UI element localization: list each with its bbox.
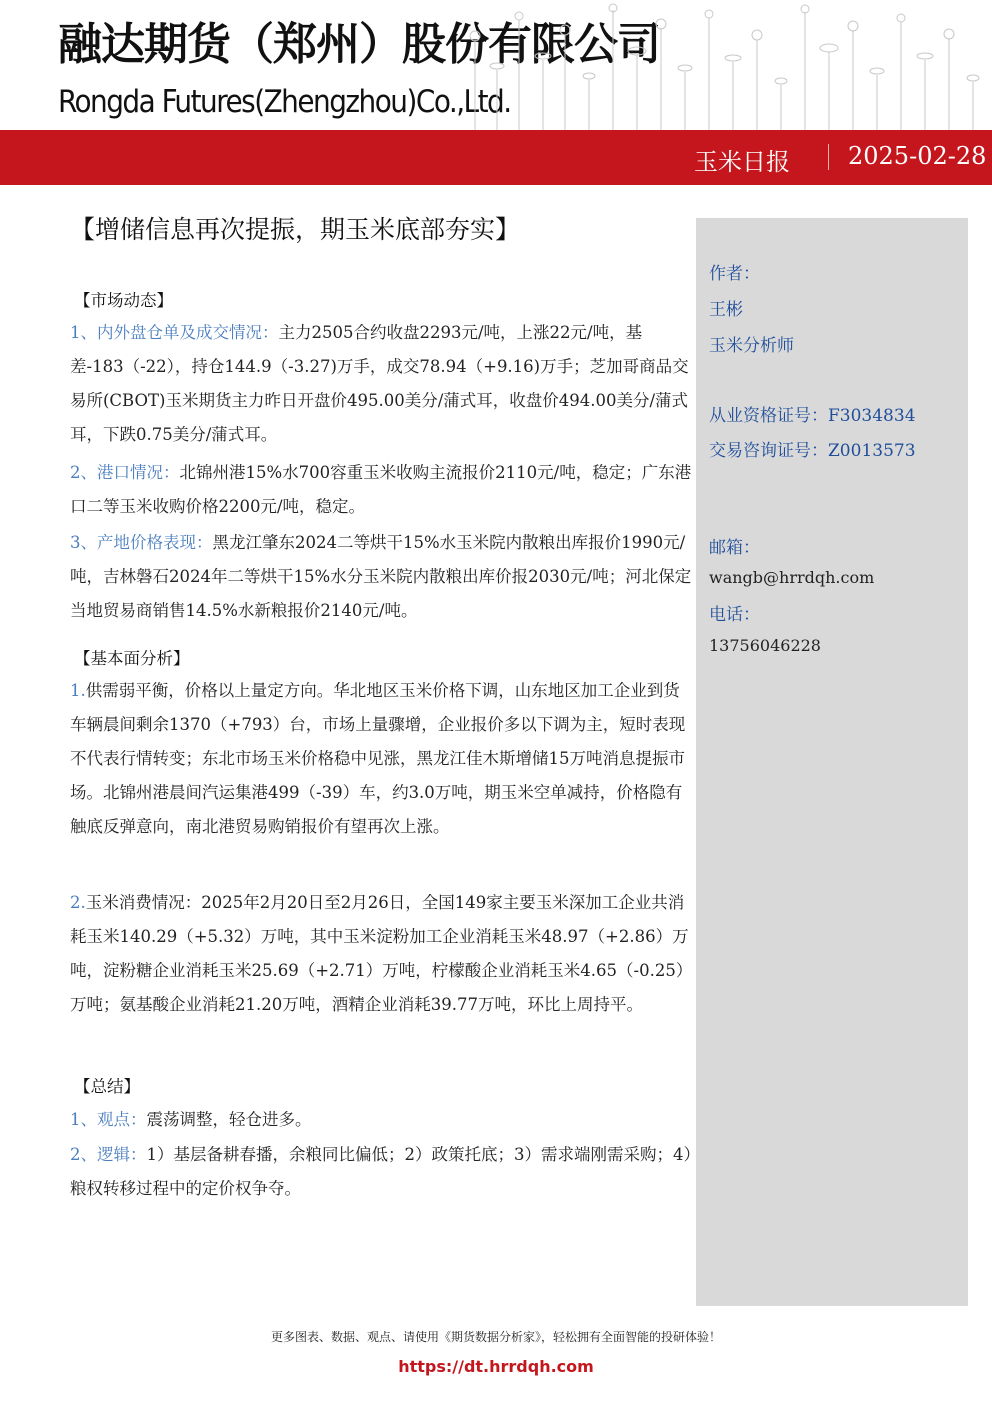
title-separator <box>828 144 829 170</box>
section-fundamental-heading: 【基本面分析】 <box>74 649 190 668</box>
market-item-label: 2、港口情况： <box>70 463 180 482</box>
summary-item <box>70 1103 695 1137</box>
page-header <box>0 0 992 130</box>
summary-item-text: 震荡调整，轻仓进多。 <box>146 1110 312 1129</box>
phone-number: 13756046228 <box>709 636 821 655</box>
report-title: 玉米日报 <box>694 148 790 176</box>
fundamental-item-label: 1. <box>70 681 86 700</box>
fundamental-item-label: 2. <box>70 893 86 912</box>
footer-note: 更多图表、数据、观点、请使用《期货数据分析家》，轻松拥有全面智能的投研体验！ <box>270 1330 721 1344</box>
license-consulting: 交易咨询证号：Z0013573 <box>709 441 916 461</box>
summary-item-text: 1）基层备耕春播，余粮同比偏低；2）政策托底；3）需求端刚需采购；4）粮权转移过程中的定价权争夺。 <box>70 1145 692 1198</box>
market-item-text: 黑龙江肇东2024二等烘干15%水玉米院内散粮出库报价1990元/吨，吉林磐石2024年二等烘干15%水分玉米院内散粮出库价报2030元/吨；河北保定当地贸易商销售14.5%水新粮报价2140元/吨。 <box>70 533 692 620</box>
report-title-bar <box>0 130 992 185</box>
header-decoration <box>455 0 992 130</box>
author-sidebar <box>696 218 968 1306</box>
summary-item-label: 1、观点： <box>70 1110 147 1129</box>
market-item-label: 3、产地价格表现： <box>70 533 213 552</box>
email-address[interactable]: wangb@hrrdqh.com <box>709 568 875 587</box>
market-item-text: 北锦州港15%水700容重玉米收购主流报价2110元/吨，稳定；广东港口二等玉米收购价格2200元/吨，稳定。 <box>70 463 692 516</box>
report-date: 2025-02-28 <box>848 142 987 170</box>
fundamental-item <box>70 674 695 844</box>
phone-label: 电话： <box>709 605 760 625</box>
author-label: 作者： <box>709 264 760 284</box>
market-item <box>70 526 695 628</box>
company-name-en: Rongda Futures(Zhengzhou)Co.,Ltd. <box>58 84 511 120</box>
fundamental-item <box>70 886 695 1022</box>
fundamental-item-text: 供需弱平衡，价格以上量定方向。华北地区玉米价格下调，山东地区加工企业到货车辆晨间剩余1370（+793）台，市场上量骤增，企业报价多以下调为主，短时表现不代表行情转变；东北市场玉米价格稳中见涨，黑龙江佳木斯增储15万吨消息提振市场。北锦州港晨间汽运集港499（-39）车，约3.0万吨，期玉米空单减持，价格隐有触底反弹意向，南北港贸易购销报价有望再次上涨。 <box>70 681 686 836</box>
license-qualification: 从业资格证号：F3034834 <box>709 406 916 426</box>
section-summary-heading: 【总结】 <box>74 1077 140 1096</box>
summary-item <box>70 1138 695 1206</box>
market-item <box>70 456 695 524</box>
market-item-text: 主力2505合约收盘2293元/吨，上涨22元/吨，基差-183（-22），持仓144.9（-3.27)万手，成交78.94（+9.16)万手；芝加哥商品交易所(CBOT)玉米期货主力昨日开盘价495.00美分/蒲式耳，收盘价494.00美分/蒲式耳，下跌0.75美分/蒲式耳。 <box>70 323 689 444</box>
company-name-cn: 融达期货（郑州）股份有限公司 <box>58 19 660 70</box>
author-name: 王彬 <box>709 300 743 320</box>
fundamental-item-text: 玉米消费情况：2025年2月20日至2月26日，全国149家主要玉米深加工企业共消耗玉米140.29（+5.32）万吨，其中玉米淀粉加工企业消耗玉米48.97（+2.86）万吨，淀粉糖企业消耗玉米25.69（+2.71）万吨，柠檬酸企业消耗玉米4.65（-0.25）万吨；氨基酸企业消耗21.20万吨，酒精企业消耗39.77万吨，环比上周持平。 <box>70 893 693 1014</box>
summary-item-label: 2、逻辑： <box>70 1145 147 1164</box>
market-item <box>70 316 695 452</box>
footer-link[interactable]: https://dt.hrrdqh.com <box>398 1357 594 1376</box>
market-item-label: 1、内外盘仓单及成交情况： <box>70 323 279 342</box>
section-market-heading: 【市场动态】 <box>74 291 173 310</box>
email-label: 邮箱： <box>709 538 760 558</box>
author-role: 玉米分析师 <box>709 336 794 356</box>
report-headline: 【增储信息再次提振，期玉米底部夯实】 <box>70 215 521 244</box>
